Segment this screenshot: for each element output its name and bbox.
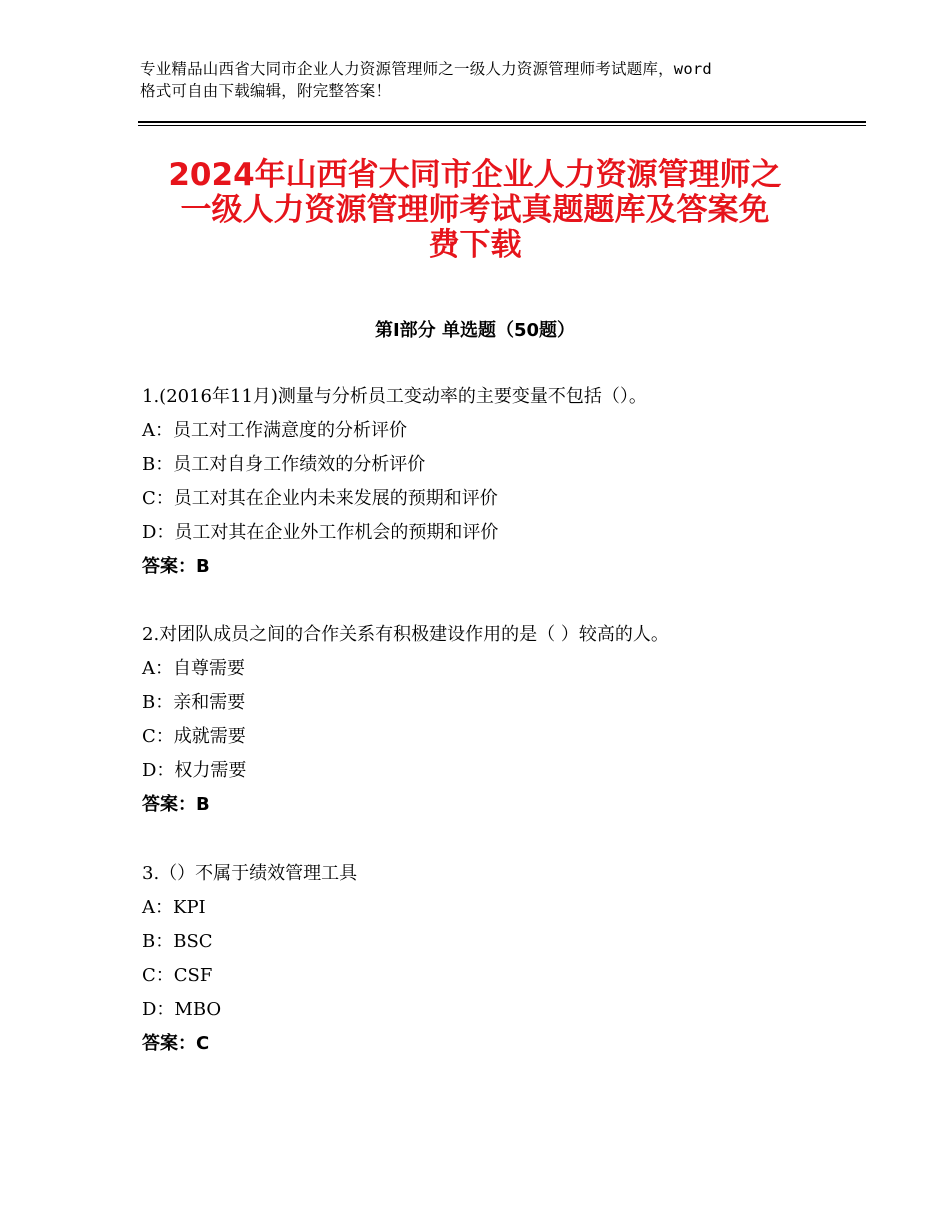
option-b: B：员工对自身工作绩效的分析评价 xyxy=(142,454,426,475)
option-d: D：MBO xyxy=(142,999,222,1020)
option-c: C：员工对其在企业内未来发展的预期和评价 xyxy=(142,488,498,509)
option-a: A：KPI xyxy=(142,897,206,918)
question-1 xyxy=(142,380,862,584)
option-b: B：BSC xyxy=(142,931,213,952)
question-2 xyxy=(142,618,862,822)
header-note-line-1: 专业精品山西省大同市企业人力资源管理师之一级人力资源管理师考试题库，word xyxy=(140,60,712,78)
question-3 xyxy=(142,857,862,1061)
option-d: D：员工对其在企业外工作机会的预期和评价 xyxy=(142,522,499,543)
option-a: A：员工对工作满意度的分析评价 xyxy=(142,420,407,441)
answer: 答案：C xyxy=(142,1033,210,1054)
answer: 答案：B xyxy=(142,794,210,815)
document-title-line-3: 费下载 xyxy=(428,227,522,263)
header-note xyxy=(140,58,830,102)
document-title-line-1: 2024年山西省大同市企业人力资源管理师之 xyxy=(168,157,782,193)
question-stem: 1.(2016年11月)测量与分析员工变动率的主要变量不包括（）。 xyxy=(142,386,647,407)
answer: 答案：B xyxy=(142,556,210,577)
option-c: C：CSF xyxy=(142,965,213,986)
document-title-line-2: 一级人力资源管理师考试真题题库及答案免 xyxy=(180,192,770,228)
option-c: C：成就需要 xyxy=(142,726,246,747)
header-rule-thick xyxy=(138,121,866,123)
option-a: A：自尊需要 xyxy=(142,658,245,679)
option-d: D：权力需要 xyxy=(142,760,247,781)
option-b: B：亲和需要 xyxy=(142,692,246,713)
header-rule-thin xyxy=(138,125,866,126)
question-stem: 3.（）不属于绩效管理工具 xyxy=(142,863,358,884)
question-stem: 2.对团队成员之间的合作关系有积极建设作用的是（ ）较高的人。 xyxy=(142,624,669,645)
header-note-line-2: 格式可自由下载编辑，附完整答案！ xyxy=(140,82,392,100)
document-title xyxy=(130,158,820,263)
section-heading: 第Ⅰ部分 单选题（50题） xyxy=(374,320,575,341)
